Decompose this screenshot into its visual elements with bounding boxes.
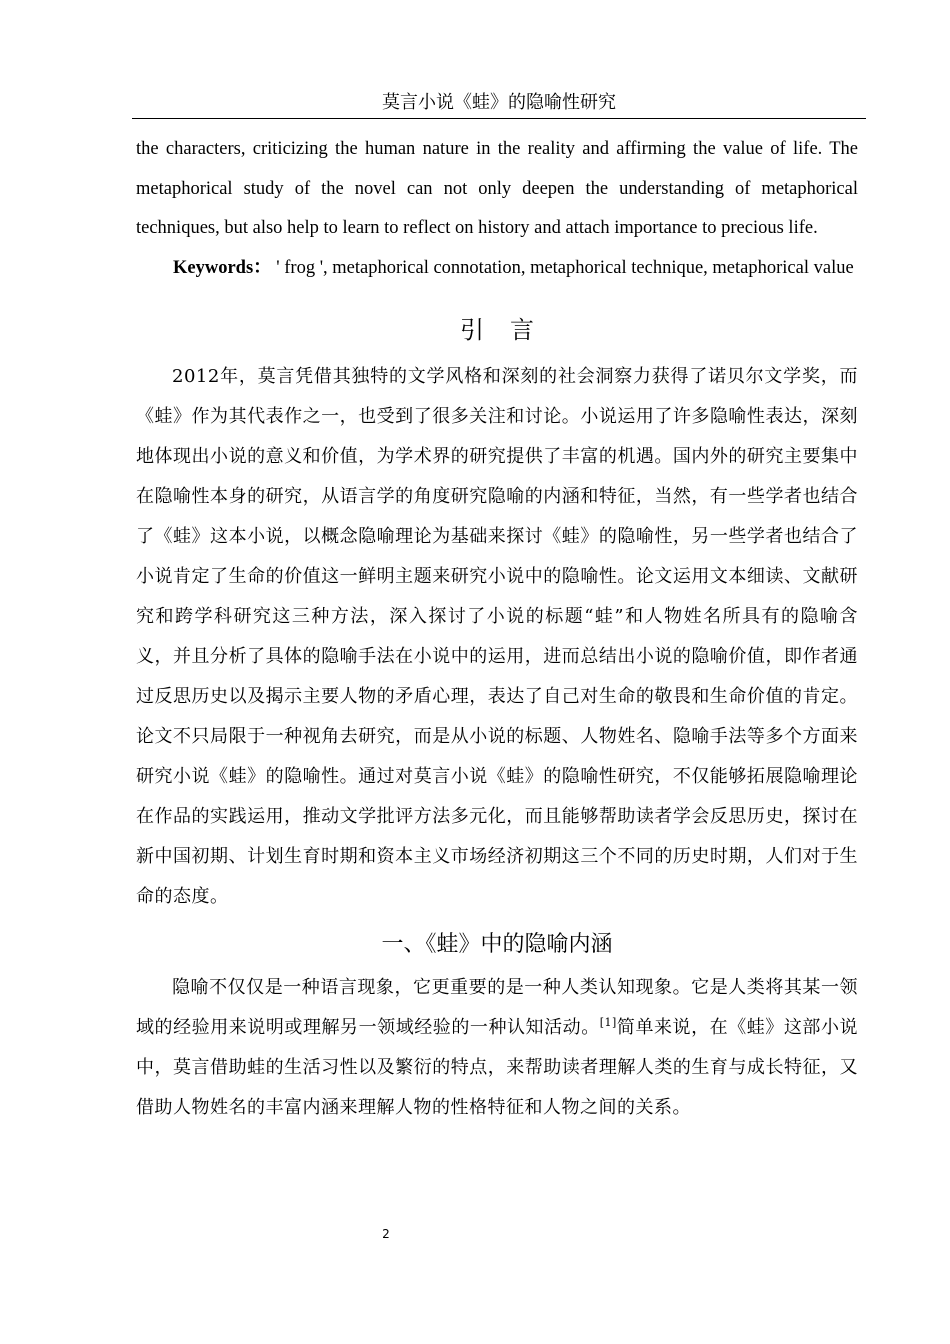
keywords-text: ' frog ', metaphorical connotation, metaphorical technique, metaphorical value <box>276 257 854 278</box>
intro-paragraph: 2012年，莫言凭借其独特的文学风格和深刻的社会洞察力获得了诺贝尔文学奖，而《蛙》作为其代表作之一，也受到了很多关注和讨论。小说运用了许多隐喻性表达，深刻地体现出小说的意义和价值，为学术界的研究提供了丰富的机遇。国内外的研究主要集中在隐喻性本身的研究，从语言学的角度研究隐喻的内涵和特征，当然，有一些学者也结合了《蛙》这本小说，以概念隐喻理论为基础来探讨《蛙》的隐喻性，另一些学者也结合了小说肯定了生命的价值这一鲜明主题来研究小说中的隐喻性。论文运用文本细读、文献研究和跨学科研究这三种方法，深入探讨了小说的标题“蛙”和人物姓名所具有的隐喻含义，并且分析了具体的隐喻手法在小说中的运用，进而总结出小说的隐喻价值，即作者通过反思历史以及揭示主要人物的矛盾心理，表达了自己对生命的敬畏和生命价值的肯定。论文不只局限于一种视角去研究，而是从小说的标题、人物姓名、隐喻手法等多个方面来研究小说《蛙》的隐喻性。通过对莫言小说《蛙》的隐喻性研究，不仅能够拓展隐喻理论在作品的实践运用，推动文学批评方法多元化，而且能够帮助读者学会反思历史，探讨在新中国初期、计划生育时期和资本主义市场经济初期这三个不同的历史时期，人们对于生命的态度。 <box>136 366 858 908</box>
running-header: 莫言小说《蛙》的隐喻性研究 <box>132 90 866 119</box>
section-1-paragraph <box>136 968 858 1128</box>
section-1-text-a: 隐喻不仅仅是一种语言现象，它更重要的是一种人类认知现象。它是人类将其某一领域的经验用来说明或理解另一领域经验的一种认知活动。 <box>136 977 858 1039</box>
section-1-text-b: 简单来说，在《蛙》这部小说中，莫言借助蛙的生活习性以及繁衍的特点，来帮助读者理解人类的生育与成长特征，又借助人物姓名的丰富内涵来理解人物的性格特征和人物之间的关系。 <box>136 1017 859 1119</box>
page-body <box>136 130 858 1128</box>
page-number: 2 <box>382 1227 390 1241</box>
keywords-line <box>136 249 858 289</box>
intro-heading: 引言 <box>460 316 560 345</box>
citation-ref: [1] <box>599 1016 617 1030</box>
keywords-label: Keywords： <box>173 257 272 278</box>
section-1-heading: 一、《蛙》中的隐喻内涵 <box>381 932 613 958</box>
abstract-continuation: the characters, criticizing the human nature in the reality and affirming the value of life. The metaphorical study of the novel can not only deepen the understanding of metaphorical techniques, but also help to learn to reflect on history and attach importance to precious life. <box>136 139 858 239</box>
